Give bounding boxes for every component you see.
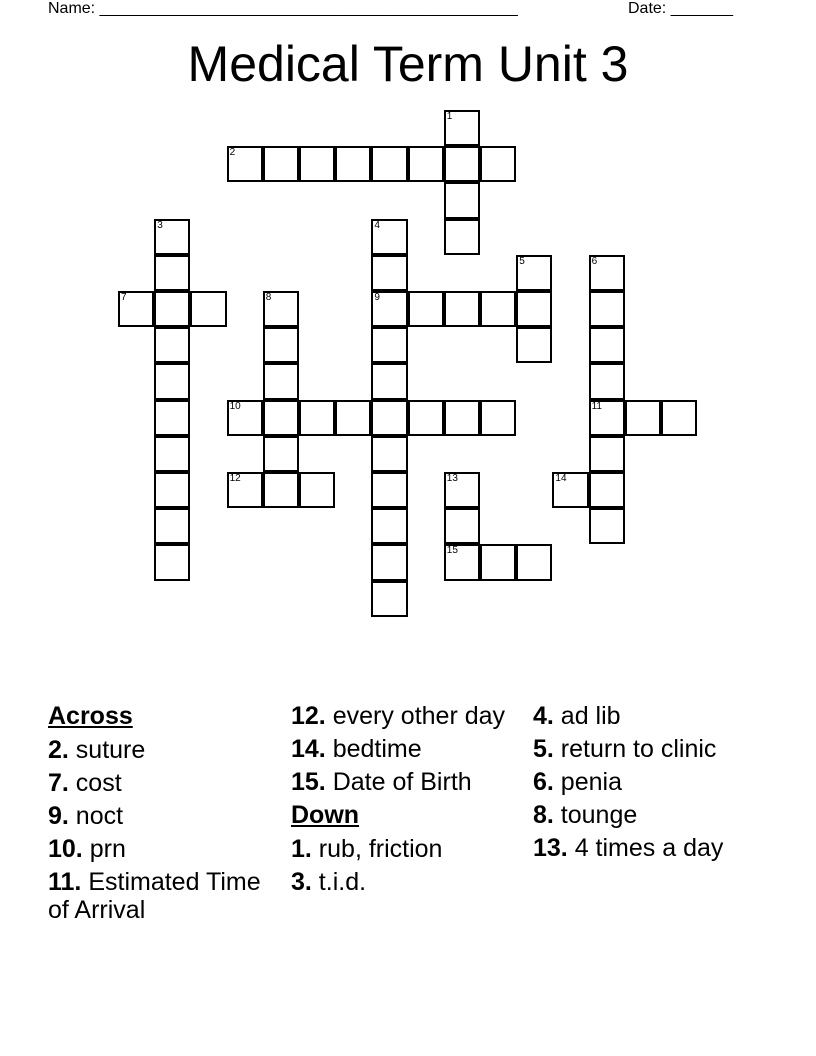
crossword-cell[interactable] bbox=[371, 508, 407, 544]
clue-column-3 bbox=[533, 702, 763, 867]
clue-number: 5 bbox=[519, 255, 525, 267]
clue-item bbox=[533, 834, 763, 862]
across-heading: Across bbox=[48, 702, 133, 730]
crossword-cell[interactable] bbox=[408, 400, 444, 436]
crossword-cell[interactable] bbox=[335, 400, 371, 436]
crossword-cell[interactable] bbox=[408, 146, 444, 182]
crossword-cell[interactable] bbox=[154, 219, 190, 255]
crossword-cell[interactable] bbox=[516, 255, 552, 291]
clue-number-label: 6. bbox=[533, 768, 554, 796]
clue-item bbox=[48, 802, 278, 830]
crossword-cell[interactable] bbox=[371, 219, 407, 255]
clue-text: rub, friction bbox=[311, 835, 443, 863]
clue-item bbox=[291, 768, 521, 796]
crossword-cell[interactable] bbox=[263, 400, 299, 436]
clue-text: noct bbox=[68, 802, 124, 830]
clue-text: Date of Birth bbox=[325, 768, 472, 796]
clue-text: suture bbox=[68, 736, 146, 764]
crossword-cell[interactable] bbox=[154, 508, 190, 544]
clue-item bbox=[48, 736, 278, 764]
clue-item bbox=[533, 735, 763, 763]
crossword-cell[interactable] bbox=[118, 291, 154, 327]
clue-number-label: 4. bbox=[533, 702, 554, 730]
crossword-cell[interactable] bbox=[444, 544, 480, 580]
crossword-cell[interactable] bbox=[371, 255, 407, 291]
clue-text: 4 times a day bbox=[567, 834, 724, 862]
crossword-cell[interactable] bbox=[371, 544, 407, 580]
crossword-cell[interactable] bbox=[371, 581, 407, 617]
clue-number: 8 bbox=[265, 292, 272, 303]
crossword-cell[interactable] bbox=[263, 146, 299, 182]
clue-item bbox=[533, 768, 763, 796]
crossword-cell[interactable] bbox=[371, 146, 407, 182]
crossword-cell[interactable] bbox=[299, 472, 335, 508]
crossword-cell[interactable] bbox=[263, 363, 299, 399]
crossword-cell[interactable] bbox=[444, 508, 480, 544]
crossword-cell[interactable] bbox=[480, 400, 516, 436]
clue-number-label: 3. bbox=[291, 868, 312, 896]
down-heading: Down bbox=[291, 801, 360, 829]
crossword-cell[interactable] bbox=[589, 436, 625, 472]
crossword-cell[interactable] bbox=[408, 291, 444, 327]
page-title: Medical Term Unit 3 bbox=[187, 36, 629, 92]
crossword-cell[interactable] bbox=[480, 544, 516, 580]
crossword-cell[interactable] bbox=[444, 182, 480, 218]
clue-text: Estimated Time of Arrival bbox=[48, 868, 261, 924]
clue-item bbox=[48, 835, 278, 863]
clue-item bbox=[291, 735, 521, 763]
clue-text: bedtime bbox=[325, 735, 422, 763]
crossword-cell[interactable] bbox=[480, 291, 516, 327]
crossword-cell[interactable] bbox=[371, 327, 407, 363]
clue-number: 14 bbox=[555, 473, 567, 484]
clue-item bbox=[533, 801, 763, 829]
clue-number-label: 15. bbox=[291, 768, 326, 796]
clue-number-label: 11. bbox=[48, 868, 82, 896]
crossword-cell[interactable] bbox=[589, 508, 625, 544]
crossword-cell[interactable] bbox=[661, 400, 697, 436]
name-field-label: Name: _______________________________________________ bbox=[48, 0, 518, 17]
clue-number: 9 bbox=[374, 292, 380, 303]
crossword-cell[interactable] bbox=[589, 363, 625, 399]
clue-number-label: 7. bbox=[48, 769, 69, 797]
clue-number-label: 13. bbox=[533, 834, 568, 862]
clue-number-label: 9. bbox=[48, 802, 69, 830]
crossword-cell[interactable] bbox=[480, 146, 516, 182]
crossword-cell[interactable] bbox=[516, 291, 552, 327]
clue-text: return to clinic bbox=[553, 735, 717, 763]
clue-number-label: 1. bbox=[291, 835, 312, 863]
crossword-cell[interactable] bbox=[589, 291, 625, 327]
clue-number: 12 bbox=[229, 473, 241, 484]
crossword-cell[interactable] bbox=[227, 146, 263, 182]
clue-text: t.i.d. bbox=[311, 868, 367, 896]
crossword-cell[interactable] bbox=[227, 472, 263, 508]
clue-item bbox=[291, 868, 521, 896]
crossword-cell[interactable] bbox=[444, 219, 480, 255]
crossword-cell[interactable] bbox=[516, 544, 552, 580]
crossword-cell[interactable] bbox=[589, 400, 625, 436]
clue-number-label: 2. bbox=[48, 736, 69, 764]
clue-number-label: 8. bbox=[533, 801, 554, 829]
clue-column-2 bbox=[291, 702, 521, 901]
clue-item bbox=[48, 868, 278, 924]
clue-number: 10 bbox=[229, 400, 241, 412]
clue-text: tounge bbox=[553, 801, 638, 829]
clue-item bbox=[291, 835, 521, 863]
crossword-cell[interactable] bbox=[263, 436, 299, 472]
crossword-cell[interactable] bbox=[444, 400, 480, 436]
crossword-cell[interactable] bbox=[444, 110, 480, 146]
clue-number: 15 bbox=[446, 545, 458, 557]
clue-number: 1 bbox=[446, 111, 453, 122]
crossword-cell[interactable] bbox=[516, 327, 552, 363]
date-field-label: Date: _______ bbox=[628, 0, 733, 17]
clue-number-label: 12. bbox=[291, 702, 326, 730]
clue-item bbox=[48, 769, 278, 797]
crossword-cell[interactable] bbox=[371, 436, 407, 472]
crossword-cell[interactable] bbox=[154, 291, 190, 327]
crossword-cell[interactable] bbox=[371, 363, 407, 399]
crossword-cell[interactable] bbox=[299, 400, 335, 436]
crossword-cell[interactable] bbox=[263, 327, 299, 363]
crossword-cell[interactable] bbox=[154, 400, 190, 436]
crossword-cell[interactable] bbox=[625, 400, 661, 436]
crossword-cell[interactable] bbox=[589, 255, 625, 291]
clue-text: ad lib bbox=[553, 702, 621, 730]
crossword-cell[interactable] bbox=[154, 436, 190, 472]
crossword-cell[interactable] bbox=[444, 291, 480, 327]
crossword-cell[interactable] bbox=[190, 291, 226, 327]
crossword-cell[interactable] bbox=[263, 472, 299, 508]
crossword-cell[interactable] bbox=[552, 472, 588, 508]
clue-number-label: 5. bbox=[533, 735, 554, 763]
clue-number-label: 10. bbox=[48, 835, 83, 863]
crossword-cell[interactable] bbox=[154, 544, 190, 580]
crossword-cell[interactable] bbox=[335, 146, 371, 182]
crossword-cell[interactable] bbox=[444, 146, 480, 182]
crossword-cell[interactable] bbox=[371, 400, 407, 436]
clue-number: 11 bbox=[591, 400, 602, 412]
clue-number-label: 14. bbox=[291, 735, 326, 763]
clue-text: penia bbox=[553, 768, 622, 796]
crossword-cell[interactable] bbox=[154, 363, 190, 399]
clue-number: 3 bbox=[157, 219, 163, 231]
crossword-cell[interactable] bbox=[371, 472, 407, 508]
clue-text: every other day bbox=[325, 702, 506, 730]
clue-text: prn bbox=[82, 835, 126, 863]
crossword-cell[interactable] bbox=[371, 291, 407, 327]
clue-number: 13 bbox=[446, 473, 458, 484]
clue-number: 6 bbox=[591, 255, 598, 267]
clue-number: 7 bbox=[121, 292, 127, 303]
crossword-cell[interactable] bbox=[589, 472, 625, 508]
crossword-cell[interactable] bbox=[227, 400, 263, 436]
clue-item bbox=[533, 702, 763, 730]
clue-item bbox=[291, 702, 521, 730]
crossword-cell[interactable] bbox=[263, 291, 299, 327]
crossword-cell[interactable] bbox=[154, 255, 190, 291]
crossword-cell[interactable] bbox=[154, 472, 190, 508]
clue-number: 4 bbox=[374, 219, 380, 231]
crossword-cell[interactable] bbox=[589, 327, 625, 363]
clue-column-1 bbox=[48, 702, 278, 929]
clue-number: 2 bbox=[229, 147, 236, 159]
clue-text: cost bbox=[68, 769, 122, 797]
crossword-cell[interactable] bbox=[154, 327, 190, 363]
crossword-cell[interactable] bbox=[299, 146, 335, 182]
crossword-cell[interactable] bbox=[444, 472, 480, 508]
